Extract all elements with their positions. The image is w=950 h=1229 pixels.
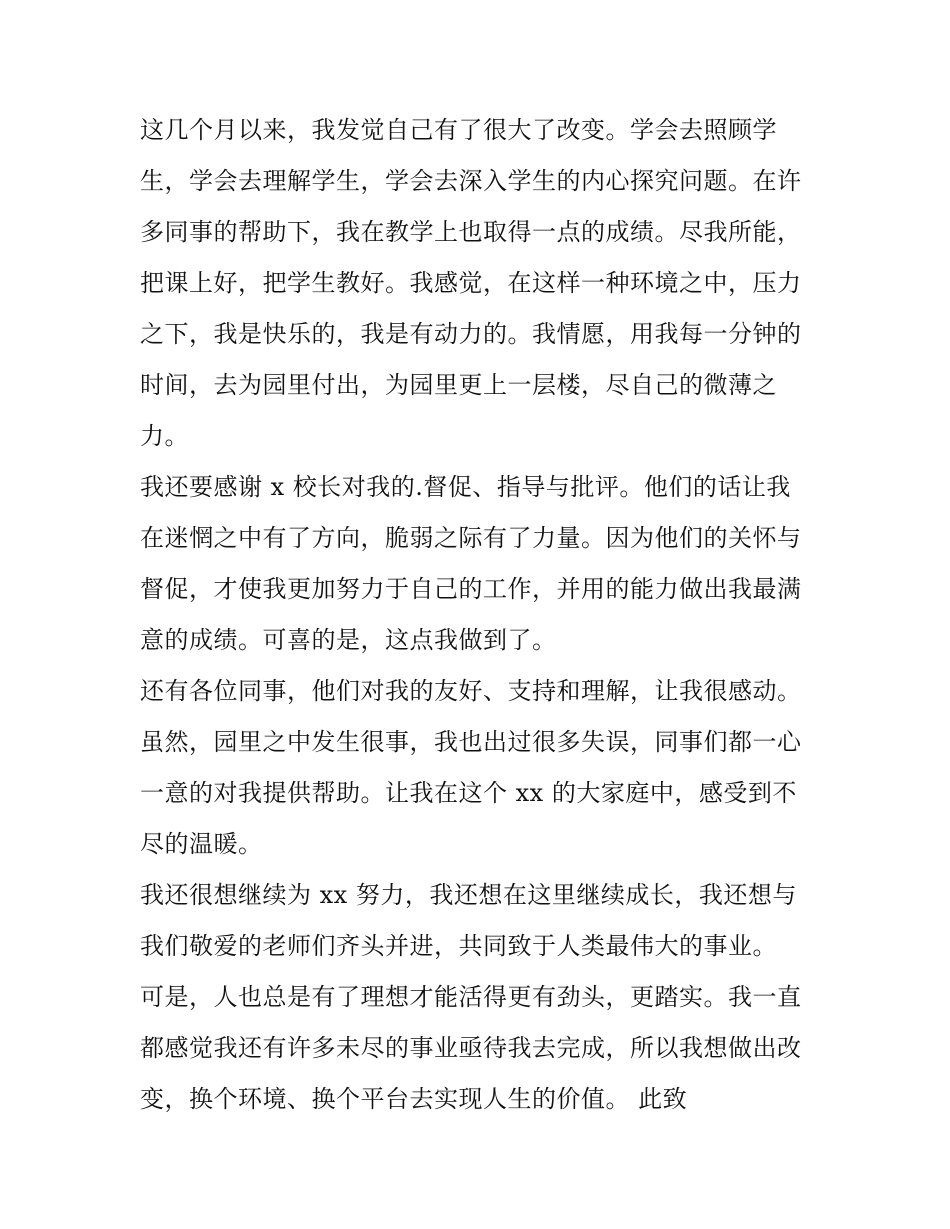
text-line: 一意的对我提供帮助。让我在这个 xx 的大家庭中，感受到不 bbox=[140, 779, 797, 807]
text-line: 在迷惘之中有了方向，脆弱之际有了力量。因为他们的关怀与 bbox=[140, 524, 802, 552]
text-line: 意的成绩。可喜的是，这点我做到了。 bbox=[140, 626, 557, 654]
text-line: 这几个月以来，我发觉自己有了很大了改变。学会去照顾学 bbox=[140, 116, 777, 144]
text-line: 我还很想继续为 xx 努力，我还想在这里继续成长，我还想与 bbox=[140, 881, 797, 909]
text-line: 之下，我是快乐的，我是有动力的。我情愿，用我每一分钟的 bbox=[140, 320, 802, 348]
text-line: 我们敬爱的老师们齐头并进，共同致于人类最伟大的事业。 bbox=[140, 932, 777, 960]
text-line: 力。 bbox=[140, 422, 189, 450]
text-line: 时间，去为园里付出，为园里更上一层楼，尽自己的微薄之 bbox=[140, 371, 777, 399]
text-line: 多同事的帮助下，我在教学上也取得一点的成绩。尽我所能， bbox=[140, 218, 802, 246]
text-line: 尽的温暖。 bbox=[140, 830, 263, 858]
document-body bbox=[140, 108, 830, 1128]
text-line: 把课上好，把学生教好。我感觉，在这样一种环境之中，压力 bbox=[140, 269, 802, 297]
text-line: 生，学会去理解学生，学会去深入学生的内心探究问题。在许 bbox=[140, 167, 802, 195]
text-line: 都感觉我还有许多未尽的事业亟待我去完成，所以我想做出改 bbox=[140, 1034, 802, 1062]
text-line: 我还要感谢 x 校长对我的.督促、指导与批评。他们的话让我 bbox=[140, 473, 791, 501]
text-line: 可是，人也总是有了理想才能活得更有劲头，更踏实。我一直 bbox=[140, 983, 802, 1011]
text-line: 虽然，园里之中发生很事，我也出过很多失误，同事们都一心 bbox=[140, 728, 802, 756]
text-line: 变，换个环境、换个平台去实现人生的价值。 此致 bbox=[140, 1085, 688, 1113]
text-line: 督促，才使我更加努力于自己的工作，并用的能力做出我最满 bbox=[140, 575, 802, 603]
text-line: 还有各位同事，他们对我的友好、支持和理解，让我很感动。 bbox=[140, 677, 802, 705]
